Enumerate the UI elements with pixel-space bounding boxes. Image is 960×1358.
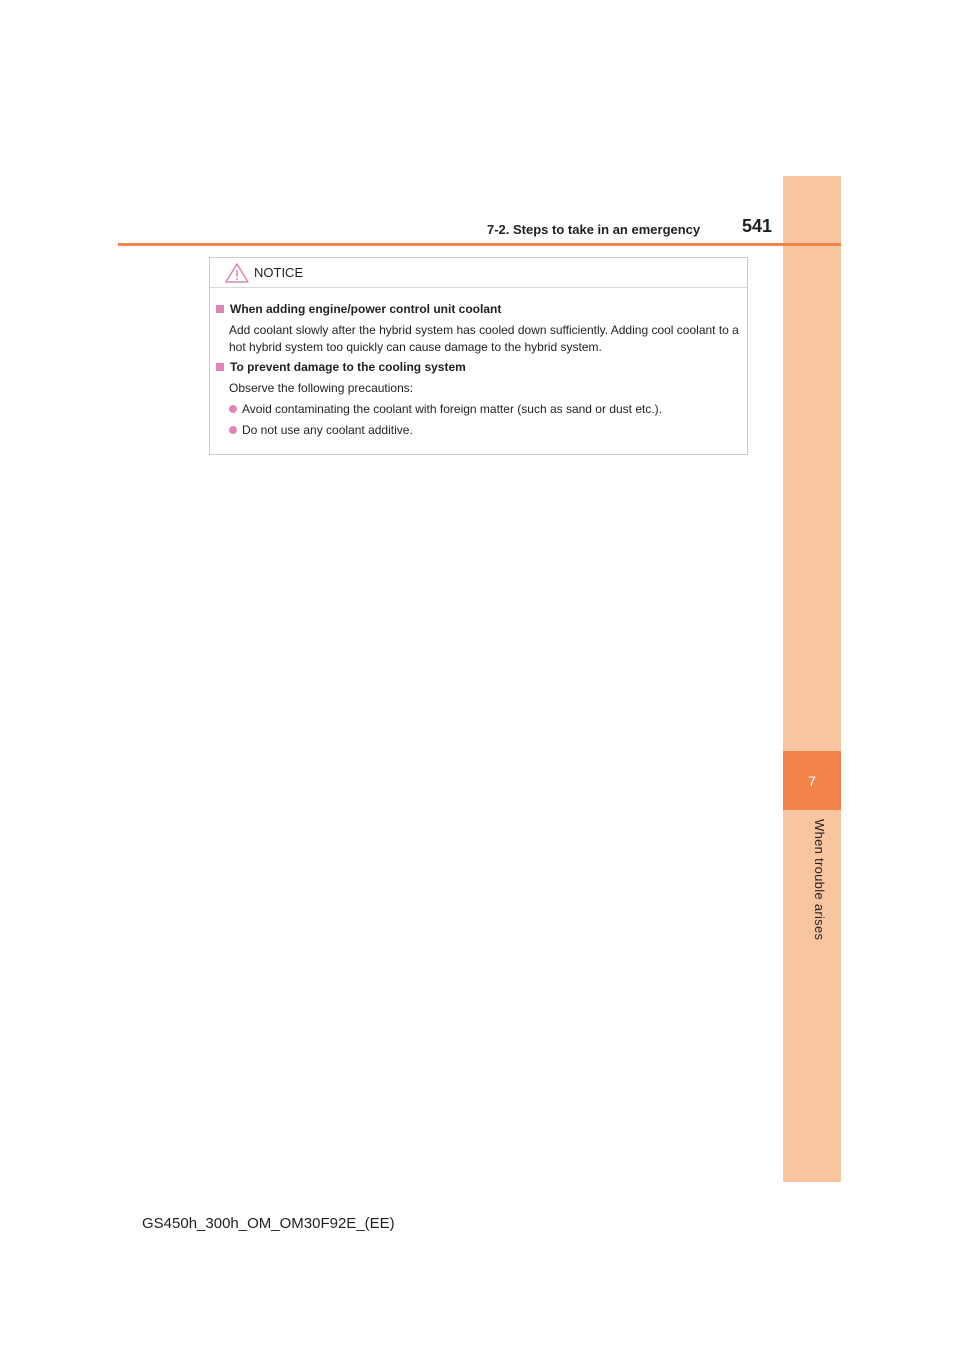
notice-box [209,257,748,455]
notice-bullet-item [229,423,413,437]
notice-item-text: Observe the following precautions: [229,381,414,395]
square-bullet-icon [216,363,224,371]
notice-bullet-text: Avoid contaminating the coolant with foreign matter (such as sand or dust etc.). [242,402,662,416]
footer-document-code: GS450h_300h_OM_OM30F92E_(EE) [142,1215,395,1232]
notice-item-heading [216,360,466,374]
notice-title: NOTICE [254,265,304,280]
square-bullet-icon [216,305,224,313]
notice-bullet-item [229,402,662,416]
notice-item-heading [216,302,501,316]
warning-triangle-icon [225,263,249,283]
header-rule [118,243,841,246]
notice-header [210,258,747,288]
notice-bullet-text: Do not use any coolant additive. [242,423,413,437]
section-title: 7-2. Steps to take in an emergency [487,222,701,237]
side-tab [783,176,841,1182]
notice-item-heading-text: When adding engine/power control unit coolant [230,302,502,316]
notice-item-heading-text: To prevent damage to the cooling system [230,360,466,374]
chapter-number: 7 [783,751,841,810]
chapter-title: When trouble arises [812,819,827,941]
notice-item-text: Add coolant slowly after the hybrid system has cooled down sufficiently. Adding cool coolant to a hot hybrid system too quickly can cause damage to the hybrid system. [229,323,739,354]
round-bullet-icon [229,426,237,434]
round-bullet-icon [229,405,237,413]
page-number: 541 [742,216,773,236]
